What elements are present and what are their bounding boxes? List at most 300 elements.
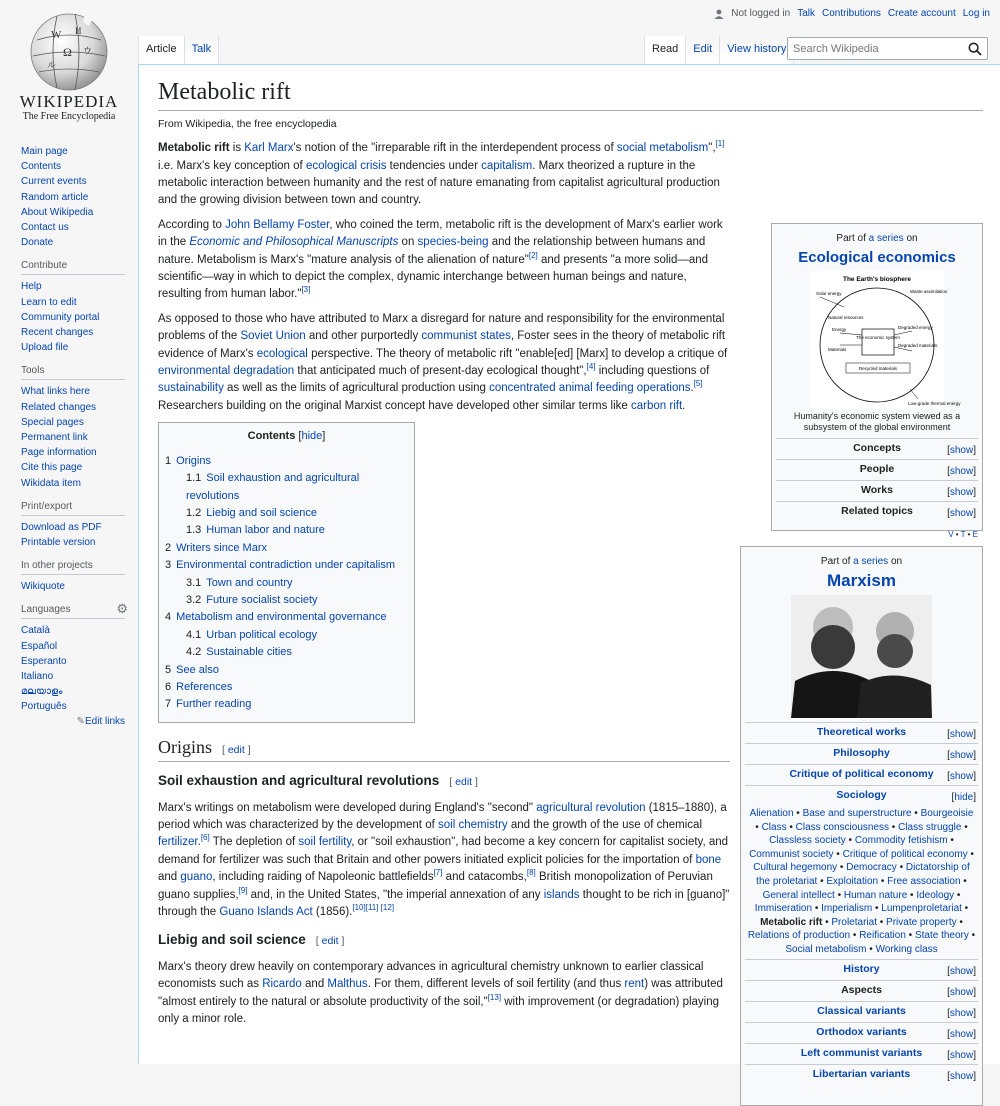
sociology-link-democracy[interactable]: Democracy (846, 862, 897, 874)
toc-item[interactable] (165, 575, 408, 592)
text: as well as the limits of agricultural production using (223, 382, 490, 395)
link-environmental-degradation[interactable]: environmental degradation (158, 365, 295, 378)
show-toggle-wrap: [show] (947, 986, 976, 998)
sidebar-print-link-printable-version[interactable]: Printable version (21, 537, 96, 549)
sociology-link-lumpenproletariat[interactable]: Lumpenproletariat (881, 903, 962, 915)
contribute-heading: Contribute (21, 260, 125, 275)
separator-dot: • (822, 916, 832, 928)
languages-heading-label: Languages (21, 604, 71, 616)
toc-link-metabolism-and-environmental-governance[interactable]: Metabolism and environmental governance (176, 611, 387, 624)
citation-ref[interactable]: [13] (487, 992, 502, 1002)
marx-row-link[interactable]: History (843, 962, 880, 975)
separator-dot: • (837, 862, 847, 874)
sidebar-tools-item (21, 415, 125, 430)
bold-term: Metabolic rift (158, 142, 230, 155)
tools-heading: Tools (21, 365, 125, 380)
link-soviet-union[interactable]: Soviet Union (240, 330, 306, 343)
diagram-title: The Earth's biosphere (842, 276, 912, 283)
citation-ref[interactable]: [12] (380, 903, 395, 913)
show-toggle[interactable]: show (949, 487, 974, 498)
sidebar-nav-item (21, 205, 125, 220)
tab-read[interactable]: Read (644, 36, 686, 64)
tab-edit[interactable]: Edit (686, 36, 720, 64)
toc-number: 4.2 (186, 646, 202, 659)
toc-link-origins[interactable]: Origins (176, 454, 211, 467)
toc-link-environmental-contradiction-under-capitalism[interactable]: Environmental contradiction under capitalism (176, 559, 396, 572)
toc-number: 3.1 (186, 576, 202, 589)
toc-number: 3 (165, 559, 172, 572)
svg-text:И: И (75, 26, 82, 36)
sociology-link-relations-of-production[interactable]: Relations of production (747, 930, 851, 942)
link-soil-chemistry[interactable]: soil chemistry (438, 819, 508, 831)
marx-row-link[interactable]: Left communist variants (800, 1046, 923, 1059)
wikipedia-logo[interactable] (14, 10, 124, 122)
namespace-tabs (138, 36, 219, 64)
sidebar-tools-item (21, 476, 125, 491)
show-toggle[interactable]: show (949, 771, 974, 782)
sidebar-language-item (21, 639, 125, 654)
text: , who coined the term, metabolic rift is the development of Marx's earlier work in the (158, 218, 723, 249)
citation-ref[interactable]: [5] (693, 379, 703, 389)
sidebar-contribute-item (21, 279, 125, 294)
marx-row-link[interactable]: Critique of political economy (789, 768, 934, 781)
diagram-materials-label: Materials (828, 347, 847, 352)
sidebar-nav-link-about-wikipedia[interactable]: About Wikipedia (21, 206, 94, 218)
separator-dot: • (755, 821, 762, 833)
marx-row-link[interactable]: Theoretical works (816, 726, 907, 739)
link-social-metabolism[interactable]: social metabolism (616, 142, 709, 155)
contributions-link[interactable]: Contributions (822, 8, 881, 19)
sociology-link-bourgeoisie[interactable]: Bourgeoisie (920, 808, 974, 819)
subsection-title: Liebig and soil science (158, 932, 306, 948)
link-manuscripts[interactable]: Economic and Philosophical Manuscripts (189, 236, 399, 249)
ecological-economics-infobox (771, 223, 983, 539)
show-toggle[interactable]: show (949, 508, 974, 519)
edit-links-label[interactable]: Edit links (84, 715, 125, 727)
toc-number: 1 (165, 454, 172, 467)
marx-row-critique: Critique of political economy [show] (745, 764, 978, 785)
sidebar-nav-link-contact-us[interactable]: Contact us (21, 222, 69, 234)
text: and (301, 978, 328, 991)
marx-row-orthodox-variants (745, 1022, 978, 1043)
toc-item[interactable] (165, 627, 408, 644)
vte-edit[interactable]: E (972, 530, 978, 539)
text: and (158, 871, 181, 884)
sidebar-print-item (21, 520, 125, 535)
sidebar-projects-item (21, 579, 125, 594)
logo-wordmark: WIKIPEDIA (19, 92, 119, 111)
toc-item[interactable] (165, 696, 408, 713)
text: including questions of (595, 365, 710, 378)
show-toggle[interactable]: show (949, 729, 974, 740)
sidebar-tools-link-what-links-here[interactable]: What links here (21, 386, 90, 398)
sociology-link-ideology[interactable]: Ideology (916, 889, 955, 901)
text: ) was attributed "almost entirely to the natural or absolute productivity of the soil," (158, 978, 723, 1008)
sidebar-tools-link-special-pages[interactable]: Special pages (21, 416, 84, 428)
show-toggle[interactable]: show (949, 1049, 974, 1061)
sidebar-tools (21, 365, 125, 490)
search-icon[interactable] (968, 42, 982, 56)
soil-paragraph (158, 800, 730, 922)
link-soil-fertility[interactable]: soil fertility (298, 836, 352, 849)
sociology-link-reification[interactable]: Reification (859, 930, 906, 942)
citation-ref[interactable]: [11] (365, 903, 379, 913)
vte-talk[interactable]: T (960, 530, 966, 539)
talk-link[interactable]: Talk (797, 8, 815, 19)
sociology-link-communist-society[interactable]: Communist society (749, 848, 834, 860)
toc-number: 4.1 (186, 628, 202, 641)
svg-text:ル: ル (47, 60, 57, 70)
toc-link-further-reading[interactable]: Further reading (176, 698, 252, 711)
toc-link-see-also[interactable]: See also (176, 663, 219, 676)
sociology-link-cultural-hegemony[interactable]: Cultural hegemony (753, 862, 838, 874)
separator-dot: • (961, 821, 968, 833)
sidebar-language-link-portugu-s[interactable]: Português (21, 701, 67, 713)
sidebar-nav-item (21, 235, 125, 250)
marx-row-classical-variants (745, 1001, 978, 1022)
marx-row-libertarian-variants (745, 1064, 978, 1085)
show-toggle[interactable]: show (949, 1028, 974, 1040)
marx-title[interactable]: Marxism (827, 570, 896, 590)
sidebar-language-item (21, 654, 125, 669)
sidebar-print (21, 501, 125, 550)
marx-on-label: on (888, 556, 903, 568)
toc-item[interactable] (165, 679, 408, 696)
toc-item[interactable] (165, 522, 408, 539)
link-john-bellamy-foster[interactable]: John Bellamy Foster (225, 218, 330, 231)
sidebar-contribute-item (21, 310, 125, 325)
separator-dot: • (850, 930, 860, 942)
show-toggle[interactable]: show (949, 986, 974, 998)
sociology-link-proletariat[interactable]: Proletariat (831, 916, 877, 928)
separator-dot: • (947, 835, 954, 847)
section-heading-origins: Origins [ edit ] (158, 739, 730, 762)
sidebar-contribute-link-help[interactable]: Help (21, 281, 42, 293)
sidebar-language-item (21, 669, 125, 684)
search-box (787, 37, 988, 60)
diagram-recycled-label: Recycled materials (858, 366, 898, 371)
sociology-link-classless-society[interactable]: Classless society (769, 835, 846, 847)
citation-ref[interactable]: [10] (352, 903, 366, 913)
sociology-link-immiseration[interactable]: Immiseration (754, 903, 813, 915)
diagram-natural-label: Natural resources (828, 315, 864, 320)
sidebar-navigation (21, 144, 125, 250)
text: Marx's writings on metabolism were developed during England's "second" (158, 801, 537, 814)
toc-item[interactable] (165, 592, 408, 609)
show-toggle[interactable]: show (949, 466, 974, 477)
link-ricardo[interactable]: Ricardo (262, 978, 302, 991)
sidebar-tools-item (21, 430, 125, 445)
sidebar-tools-link-page-information[interactable]: Page information (21, 447, 97, 459)
text: tendencies under (386, 159, 482, 172)
sociology-link-dictatorship-of-the-proletariat[interactable]: Dictatorship of the proletariat (756, 862, 970, 887)
link-fertilizer[interactable]: fertilizer (158, 836, 198, 849)
edit-section-link[interactable]: edit (455, 776, 473, 789)
sidebar-contribute-link-learn-to-edit[interactable]: Learn to edit (21, 296, 77, 308)
sociology-link-state-theory[interactable]: State theory (914, 930, 969, 942)
vte-view[interactable]: V (948, 530, 954, 539)
show-toggle[interactable]: show (949, 1070, 974, 1082)
toc-item[interactable] (165, 662, 408, 679)
sidebar-contribute-item (21, 295, 125, 310)
link-guano[interactable]: guano (180, 871, 213, 884)
separator-dot: • (878, 875, 888, 887)
svg-text:ウ: ウ (83, 46, 93, 56)
subsection-heading-liebig: Liebig and soil science [ edit ] (158, 932, 345, 948)
link-bone[interactable]: bone (695, 853, 722, 866)
sidebar-language-link-italiano[interactable]: Italiano (21, 671, 54, 683)
link-sustainability[interactable]: sustainability (158, 382, 224, 395)
toc-link-human-labor-and-nature[interactable]: Human labor and nature (206, 524, 325, 537)
text: and the relationship between humans and nature. Metabolism is Marx's "mature analysis of the alienation of nature" (158, 236, 706, 266)
link-malthus[interactable]: Malthus (327, 978, 368, 991)
toc-link-writers-since-marx[interactable]: Writers since Marx (176, 541, 267, 554)
show-toggle-wrap: [show] (947, 1049, 976, 1061)
separator-dot: • (911, 808, 921, 819)
separator-dot: • (817, 875, 827, 887)
toc-link-future-socialist-society[interactable]: Future socialist society (206, 593, 318, 606)
separator-dot: • (833, 848, 843, 860)
toc-link-urban-political-ecology[interactable]: Urban political ecology (206, 628, 317, 641)
text: . (690, 382, 694, 395)
tab-talk[interactable]: Talk (185, 36, 220, 64)
sociology-link-free-association[interactable]: Free association (887, 875, 961, 887)
marx-row-link[interactable]: Orthodox variants (816, 1025, 907, 1038)
sidebar-language-link-catal[interactable]: Català (21, 625, 50, 637)
sidebar-nav-link-contents[interactable]: Contents (21, 161, 62, 173)
marx-part-of-label: Part of (820, 556, 854, 568)
text: (1856). (312, 906, 353, 919)
citation-ref[interactable]: [3] (301, 285, 311, 295)
svg-text:Ω: Ω (63, 45, 72, 59)
citation-ref[interactable]: [1] (715, 139, 725, 149)
sidebar-nav-link-donate[interactable]: Donate (21, 237, 54, 249)
eco-row-label: Related topics (841, 505, 913, 518)
create-account-link[interactable]: Create account (887, 8, 956, 19)
sidebar-nav-link-main-page[interactable]: Main page (21, 146, 68, 157)
separator-dot: • (866, 943, 876, 955)
toc-number: 4 (165, 611, 172, 624)
separator-dot: • (960, 875, 967, 887)
logo-tagline: The Free Encyclopedia (22, 111, 116, 122)
sidebar-language-item (21, 699, 125, 714)
liebig-paragraph (158, 959, 730, 1029)
sidebar-language-link-esperanto[interactable]: Esperanto (21, 655, 67, 667)
eco-series-link[interactable]: a series (868, 233, 904, 245)
sidebar-language-link-item[interactable]: മലയാളം (21, 686, 63, 698)
marx-engels-portrait[interactable] (791, 595, 932, 718)
toc-item[interactable] (165, 644, 408, 661)
toc-item[interactable] (165, 557, 408, 574)
marx-row-link[interactable]: Sociology (836, 789, 887, 802)
show-toggle[interactable]: show (949, 965, 974, 977)
sociology-link-private-property[interactable]: Private property (886, 916, 957, 928)
sidebar-contribute-item (21, 325, 125, 340)
show-toggle-wrap: [show] (947, 1028, 976, 1040)
edit-section-link[interactable]: edit (227, 743, 245, 756)
text: , Foster sees in the theory of metabolic rift evidence of Marx's (158, 330, 726, 360)
separator-dot: • (876, 916, 887, 928)
link-agricultural-revolution[interactable]: agricultural revolution (536, 801, 646, 814)
text: The depletion of (209, 836, 299, 849)
separator-dot: • (834, 889, 844, 901)
link-species-being[interactable]: species-being (417, 236, 489, 249)
text: . (682, 399, 686, 412)
sociology-link-alienation[interactable]: Alienation (749, 808, 794, 819)
sociology-link-social-metabolism[interactable]: Social metabolism (785, 943, 867, 955)
toc-link-soil-exhaustion-and-agricultural-revolutions[interactable]: Soil exhaustion and agricultural revolutions (186, 472, 360, 502)
sidebar-contribute-link-recent-changes[interactable]: Recent changes (21, 327, 94, 339)
citation-ref[interactable]: [6] (200, 833, 210, 843)
print-heading: Print/export (21, 501, 125, 516)
sociology-link-class-consciousness[interactable]: Class consciousness (795, 821, 890, 833)
svg-text:W: W (51, 29, 62, 41)
link-ecological-crisis[interactable]: ecological crisis (305, 159, 387, 172)
sidebar-tools-link-cite-this-page[interactable]: Cite this page (21, 462, 83, 474)
sidebar-tools-item (21, 384, 125, 399)
marx-row-theoretical-works: Theoretical works [show] (745, 722, 978, 743)
text: (1815–1880), a period which was characterized by the development of (158, 801, 727, 831)
sidebar-contribute-link-upload-file[interactable]: Upload file (21, 342, 69, 354)
text: . (197, 836, 201, 849)
sociology-link-class[interactable]: Class (761, 821, 787, 833)
text: on (398, 236, 418, 249)
text: perspective. The theory of metabolic rift "enable[ed] [Marx] to develop a critique of (307, 347, 728, 360)
biosphere-diagram[interactable] (810, 271, 961, 409)
user-icon (714, 9, 724, 19)
text: and other purportedly (305, 330, 422, 343)
sociology-link-class-struggle[interactable]: Class struggle (898, 821, 962, 833)
show-toggle[interactable]: show (949, 750, 974, 761)
eco-row-label: Works (861, 484, 893, 497)
citation-ref[interactable]: [8] (526, 868, 536, 878)
sidebar-contribute-link-community-portal[interactable]: Community portal (21, 311, 100, 323)
citation-ref[interactable]: [2] (528, 250, 538, 260)
text: 's notion of the "irreparable rift in the interdependent process of (293, 142, 617, 155)
text: and presents "a more solid—and scientific—way in which to depict the complex, dynamic interchange between human beings and nature, resulting from human labor." (158, 253, 709, 301)
link-islands[interactable]: islands (543, 888, 580, 901)
toc-item[interactable] (165, 453, 408, 470)
text: ", (708, 142, 716, 155)
sociology-link-general-intellect[interactable]: General intellect (762, 889, 835, 901)
gear-icon[interactable]: ⚙ (116, 601, 128, 617)
show-toggle[interactable]: show (949, 1007, 974, 1019)
citation-ref[interactable]: [9] (238, 885, 248, 895)
text: . Marx theorized a rupture in the metabolic interaction between humanity and the rest of nature emanating from capitalist agricultural production and the growing division between town and country. (158, 159, 720, 207)
sidebar-print-link-download-as-pdf[interactable]: Download as PDF (21, 521, 102, 533)
link-capitalism[interactable]: capitalism (481, 159, 533, 172)
toc-item[interactable] (165, 540, 408, 557)
sociology-link-exploitation[interactable]: Exploitation (826, 875, 879, 887)
sociology-link-commodity-fetishism[interactable]: Commodity fetishism (854, 835, 948, 847)
toc-link-liebig-and-soil-science[interactable]: Liebig and soil science (206, 506, 317, 519)
sociology-link-working-class[interactable]: Working class (875, 943, 938, 955)
link-cafo[interactable]: concentrated animal feeding operations (489, 382, 691, 395)
sidebar-nav-link-random-article[interactable]: Random article (21, 191, 89, 203)
link-rent[interactable]: rent (624, 978, 645, 991)
toc-item[interactable] (165, 505, 408, 522)
show-toggle[interactable]: show (949, 445, 974, 456)
sidebar-tools-link-permanent-link[interactable]: Permanent link (21, 432, 88, 444)
toc-link-references[interactable]: References (176, 680, 233, 693)
eco-title[interactable]: Ecological economics (798, 248, 956, 266)
text: , including raiding of Napoleonic battlefields (212, 871, 434, 884)
eco-row-concepts: Concepts [show] (776, 438, 978, 459)
toc-hide-toggle[interactable]: hide (301, 430, 323, 443)
eco-part-of-label: Part of (836, 233, 869, 245)
marx-row-aspects (745, 980, 978, 1001)
toc-link-town-and-country[interactable]: Town and country (206, 576, 293, 589)
citation-ref[interactable]: [7] (433, 868, 443, 878)
toc-number: 5 (165, 663, 172, 676)
subsection-title: Soil exhaustion and agricultural revolutions (158, 773, 440, 789)
separator-dot: • (896, 862, 906, 874)
log-in-link[interactable]: Log in (962, 8, 990, 19)
link-karl-marx[interactable]: Karl Marx (244, 142, 294, 155)
eco-row-related-topics: Related topics [show] (776, 501, 978, 522)
text: . For them, different levels of soil fertility (and thus (367, 978, 625, 991)
tab-article[interactable]: Article (138, 36, 185, 64)
toc-item[interactable] (165, 470, 408, 505)
marx-row-sociology: Sociology [hide] (745, 785, 978, 806)
text: According to (158, 218, 226, 231)
text: is (229, 142, 245, 155)
separator-dot: • (793, 808, 803, 819)
toc-item[interactable] (165, 609, 408, 626)
sidebar-projects-link-wikiquote[interactable]: Wikiquote (21, 581, 65, 593)
link-communist-states[interactable]: communist states (421, 330, 511, 343)
sidebar-tools-link-related-changes[interactable]: Related changes (21, 401, 97, 413)
languages-heading (21, 601, 128, 619)
sociology-link-base-and-superstructure[interactable]: Base and superstructure (802, 808, 912, 819)
sociology-link-critique-of-political-economy[interactable]: Critique of political economy (842, 848, 968, 860)
text: thought to be rich in [guano]" through the (158, 888, 730, 919)
toc-title-label: Contents (247, 430, 296, 443)
marx-row-link[interactable]: Libertarian variants (812, 1067, 911, 1080)
link-ecological[interactable]: ecological (256, 347, 308, 360)
citation-ref[interactable]: [4] (586, 362, 596, 372)
separator-dot: • (907, 889, 917, 901)
sidebar-nav-link-current-events[interactable]: Current events (21, 176, 87, 188)
toc-link-sustainable-cities[interactable]: Sustainable cities (206, 646, 292, 659)
sidebar-tools-link-wikidata-item[interactable]: Wikidata item (21, 477, 82, 489)
sidebar-tools-item (21, 445, 125, 460)
marx-series-link[interactable]: a series (853, 556, 889, 568)
sociology-link-imperialism[interactable]: Imperialism (821, 903, 873, 915)
text: and the growth of the use of chemical (507, 819, 702, 831)
vte-links: V • T • E (948, 530, 978, 539)
search-input[interactable] (788, 38, 958, 59)
marx-row-link[interactable]: Classical variants (817, 1004, 906, 1017)
section-title: Origins (158, 736, 212, 757)
edit-links[interactable] (21, 716, 125, 727)
edit-section-link[interactable]: edit (321, 935, 339, 948)
eco-row-works: Works [show] (776, 480, 978, 501)
link-guano-islands-act[interactable]: Guano Islands Act (219, 906, 313, 919)
marx-row-link[interactable]: Philosophy (833, 747, 890, 760)
tab-view-history[interactable]: View history (720, 36, 794, 64)
not-logged-in: Not logged in (731, 8, 791, 19)
eco-caption: Humanity's economic system viewed as a subsystem of the global environment (793, 411, 961, 432)
link-carbon-rift[interactable]: carbon rift (631, 399, 683, 412)
hide-toggle[interactable]: hide (954, 792, 974, 803)
sidebar-language-link-espa-ol[interactable]: Español (21, 640, 58, 652)
marx-part-of (745, 553, 978, 570)
sociology-link-human-nature[interactable]: Human nature (843, 889, 908, 901)
separator-dot: • (786, 821, 796, 833)
show-toggle-wrap: [show] (947, 1007, 976, 1019)
toc-number: 6 (165, 680, 172, 693)
